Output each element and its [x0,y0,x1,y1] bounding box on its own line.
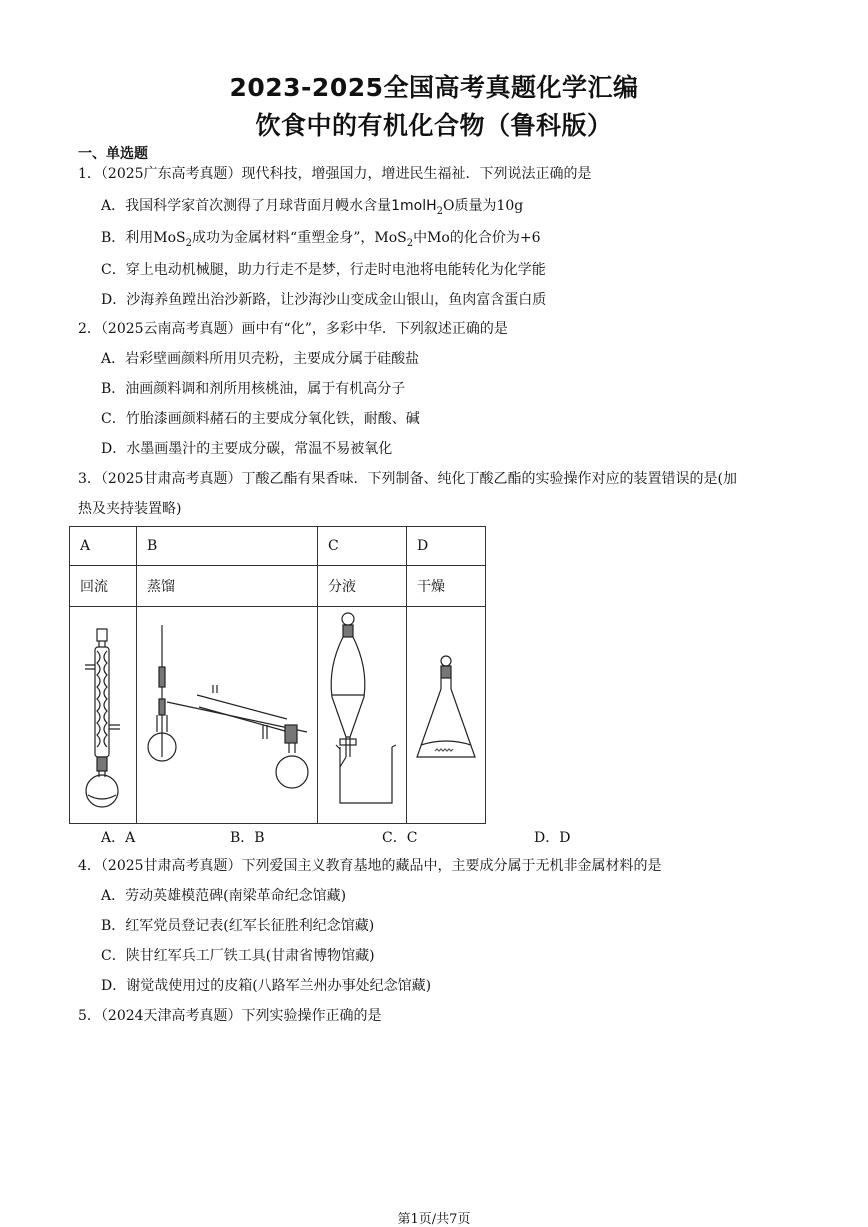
section-heading: 一、单选题 [78,146,148,162]
question-4-option-b: B．红军党员登记表(红军长征胜利纪念馆藏) [101,918,375,934]
question-2-option-b: B．油画颜料调和剂所用核桃油，属于有机高分子 [101,381,406,397]
distillation-illustration [137,607,317,823]
apparatus-table [69,526,486,824]
separatory-funnel-illustration [318,607,406,823]
document-title-line2: 饮食中的有机化合物（鲁科版） [255,111,613,140]
operation-drying: 干燥 [407,566,486,607]
question-1-option-c: C．穿上电动机械腿，助力行走不是梦，行走时电池将电能转化为化学能 [101,262,546,278]
conical-flask-illustration [407,607,485,823]
reflux-apparatus-cell [70,607,137,824]
question-1-option-a: A．我国科学家首次测得了月球背面月幔水含量1molH$_2$O质量为10g [101,198,524,217]
table-header-d: D [407,527,486,566]
drying-flask-cell [407,607,486,824]
question-4-option-a: A．劳动英雄模范碑(南梁革命纪念馆藏) [101,888,347,904]
question-4-option-d: D．谢觉哉使用过的皮箱(八路军兰州办事处纪念馆藏) [101,978,432,994]
question-2-option-d: D．水墨画墨汁的主要成分碳，常温不易被氧化 [101,441,393,457]
question-4-option-c: C．陕甘红军兵工厂铁工具(甘肃省博物馆藏) [101,948,375,964]
operation-reflux: 回流 [70,566,137,607]
question-2-option-c: C．竹胎漆画颜料赭石的主要成分氧化铁，耐酸、碱 [101,411,420,427]
question-1-stem: 1．（2025广东高考真题）现代科技，增强国力，增进民生福祉．下列说法正确的是 [78,166,592,182]
table-header-a: A [70,527,137,566]
separatory-funnel-cell [318,607,407,824]
question-1-option-d: D．沙海养鱼蹚出治沙新路，让沙海沙山变成金山银山，鱼肉富含蛋白质 [101,292,547,308]
reflux-condenser-illustration [70,607,136,823]
question-3-stem-continued: 热及夹持装置略) [78,501,182,517]
question-3-choice-c: C．C [382,830,418,846]
document-title-line1: 2023-2025全国高考真题化学汇编 [229,73,639,102]
question-3-choice-b: B．B [230,830,265,846]
question-3-choice-d: D．D [534,830,571,846]
question-5-stem: 5．（2024天津高考真题）下列实验操作正确的是 [78,1008,382,1024]
table-header-c: C [318,527,407,566]
question-1-option-b: B．利用MoS$_2$成功为金属材料“重塑金身”，MoS$_2$中Mo的化合价为+6 [101,230,541,249]
question-2-stem: 2．（2025云南高考真题）画中有“化”，多彩中华．下列叙述正确的是 [78,321,508,337]
distillation-apparatus-cell [137,607,318,824]
question-4-stem: 4．（2025甘肃高考真题）下列爱国主义教育基地的藏品中，主要成分属于无机非金属材料的是 [78,858,662,874]
page-footer: 第1页/共7页 [397,1212,471,1227]
question-3-choice-a: A．A [101,830,136,846]
table-header-b: B [137,527,318,566]
operation-distillation: 蒸馏 [137,566,318,607]
question-2-option-a: A．岩彩壁画颜料所用贝壳粉，主要成分属于硅酸盐 [101,351,420,367]
question-3-stem: 3．（2025甘肃高考真题）丁酸乙酯有果香味．下列制备、纯化丁酸乙酯的实验操作对应的装置错误的是(加 [78,471,737,487]
operation-separation: 分液 [318,566,407,607]
